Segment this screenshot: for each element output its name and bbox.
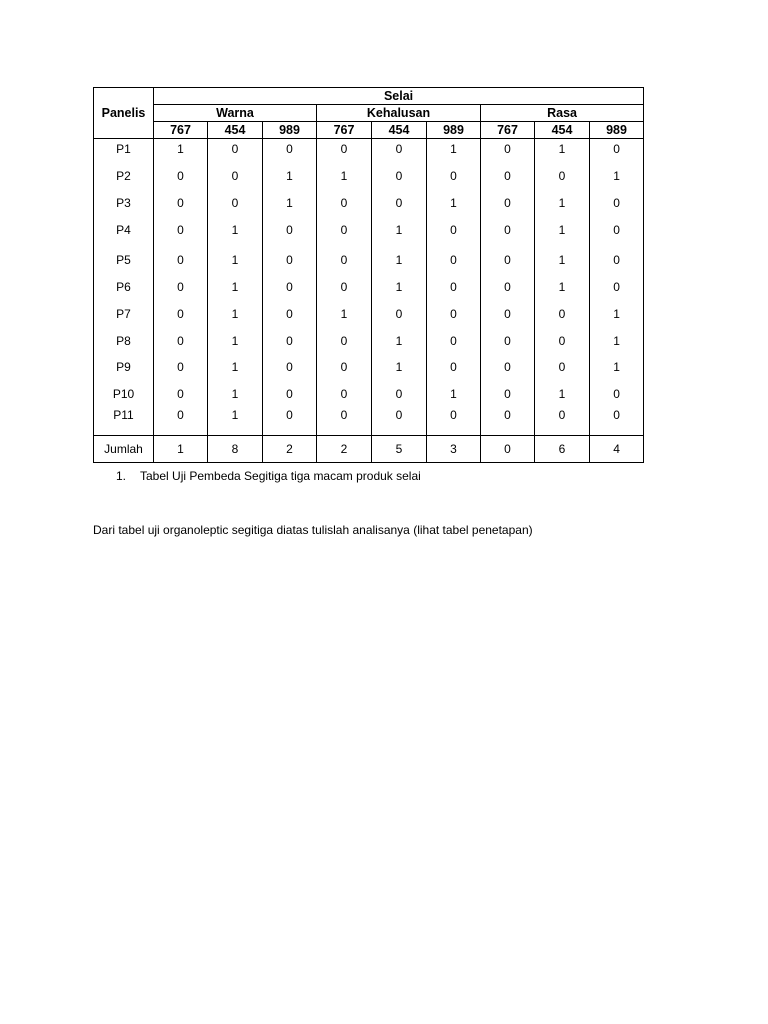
table-cell: 0	[427, 273, 481, 300]
table-cell: 0	[263, 380, 317, 407]
table-cell: 0	[481, 407, 535, 422]
panelist-label: P8	[94, 327, 154, 354]
table-cell: 0	[590, 246, 644, 273]
table-cell: 0	[208, 159, 263, 193]
total-cell: 8	[208, 436, 263, 463]
table-cell: 1	[427, 139, 481, 160]
table-cell: 0	[427, 327, 481, 354]
table-cell: 0	[263, 213, 317, 246]
table-caption	[116, 469, 421, 483]
table-row	[94, 300, 644, 327]
table-cell: 0	[590, 380, 644, 407]
table-cell: 0	[263, 407, 317, 422]
table-cell: 0	[590, 139, 644, 160]
table-cell: 0	[154, 354, 208, 380]
triangle-test-table	[93, 87, 644, 463]
table-cell: 1	[372, 213, 427, 246]
sample-code-header: 989	[263, 122, 317, 139]
total-label: Jumlah	[94, 436, 154, 463]
table-cell: 0	[481, 327, 535, 354]
table-cell: 0	[481, 159, 535, 193]
table-cell: 1	[317, 300, 372, 327]
total-cell: 2	[317, 436, 372, 463]
table-cell: 0	[427, 407, 481, 422]
table-cell: 1	[590, 354, 644, 380]
total-cell: 4	[590, 436, 644, 463]
table-cell: 0	[317, 273, 372, 300]
sample-code-header: 767	[154, 122, 208, 139]
table-cell: 0	[590, 213, 644, 246]
attribute-header-rasa: Rasa	[481, 105, 644, 122]
table-cell: 0	[372, 193, 427, 213]
total-row	[94, 436, 644, 463]
table-cell: 0	[317, 246, 372, 273]
spacer-cell	[590, 422, 644, 436]
total-cell: 6	[535, 436, 590, 463]
table-cell: 0	[317, 327, 372, 354]
table-cell: 1	[535, 139, 590, 160]
table-cell: 0	[481, 213, 535, 246]
spacer-cell	[317, 422, 372, 436]
table-cell: 1	[535, 273, 590, 300]
table-row	[94, 193, 644, 213]
attribute-header-kehalusan: Kehalusan	[317, 105, 481, 122]
table-cell: 1	[427, 380, 481, 407]
table-row	[94, 246, 644, 273]
table-cell: 0	[317, 380, 372, 407]
table-cell: 0	[535, 354, 590, 380]
table-row	[94, 380, 644, 407]
table-cell: 0	[427, 354, 481, 380]
table-cell: 1	[208, 246, 263, 273]
table-cell: 1	[590, 327, 644, 354]
panelist-label: P1	[94, 139, 154, 160]
sample-code-header: 454	[372, 122, 427, 139]
table-cell: 1	[535, 246, 590, 273]
sample-code-header: 989	[590, 122, 644, 139]
table-cell: 0	[535, 407, 590, 422]
panelist-label: P6	[94, 273, 154, 300]
spacer-cell	[481, 422, 535, 436]
table-cell: 0	[263, 354, 317, 380]
table-row	[94, 139, 644, 160]
table-cell: 1	[535, 193, 590, 213]
caption-text: Tabel Uji Pembeda Segitiga tiga macam produk selai	[140, 469, 421, 483]
table-cell: 0	[263, 273, 317, 300]
spacer-cell	[208, 422, 263, 436]
table-cell: 1	[208, 213, 263, 246]
table-cell: 0	[590, 273, 644, 300]
panelist-label: P7	[94, 300, 154, 327]
table-cell: 0	[208, 193, 263, 213]
table-cell: 1	[154, 139, 208, 160]
panelist-label: P5	[94, 246, 154, 273]
table-row	[94, 354, 644, 380]
table-cell: 0	[317, 213, 372, 246]
spacer-cell	[154, 422, 208, 436]
table-row	[94, 159, 644, 193]
table-cell: 1	[372, 273, 427, 300]
table-cell: 0	[154, 300, 208, 327]
table-cell: 0	[372, 380, 427, 407]
table-cell: 1	[372, 246, 427, 273]
sample-code-header: 454	[208, 122, 263, 139]
panelist-label: P3	[94, 193, 154, 213]
table-cell: 0	[372, 300, 427, 327]
panelist-label: P4	[94, 213, 154, 246]
table-cell: 0	[590, 407, 644, 422]
table-cell: 1	[208, 407, 263, 422]
sample-code-header: 454	[535, 122, 590, 139]
table-row	[94, 407, 644, 422]
sample-code-header: 989	[427, 122, 481, 139]
table-cell: 0	[263, 327, 317, 354]
table-cell: 0	[317, 354, 372, 380]
spacer-cell	[263, 422, 317, 436]
table-cell: 0	[317, 139, 372, 160]
panelis-header: Panelis	[94, 88, 154, 139]
table-cell: 0	[154, 407, 208, 422]
table-cell: 0	[372, 159, 427, 193]
table-cell: 0	[154, 246, 208, 273]
table-cell: 0	[263, 300, 317, 327]
total-cell: 2	[263, 436, 317, 463]
spacer-cell	[535, 422, 590, 436]
table-cell: 0	[481, 273, 535, 300]
caption-number: 1.	[116, 469, 127, 483]
table-cell: 0	[154, 193, 208, 213]
selai-header: Selai	[154, 88, 644, 105]
table-cell: 0	[481, 246, 535, 273]
attribute-header-warna: Warna	[154, 105, 317, 122]
table-row	[94, 327, 644, 354]
table-cell: 1	[208, 354, 263, 380]
table-cell: 0	[427, 159, 481, 193]
table-cell: 0	[535, 300, 590, 327]
table-row	[94, 213, 644, 246]
analysis-prompt: Dari tabel uji organoleptic segitiga diatas tulislah analisanya (lihat tabel penetapan)	[93, 523, 533, 537]
spacer-cell	[94, 422, 154, 436]
total-cell: 0	[481, 436, 535, 463]
table-cell: 0	[481, 300, 535, 327]
table-cell: 1	[590, 159, 644, 193]
panelist-label: P9	[94, 354, 154, 380]
sample-code-header: 767	[481, 122, 535, 139]
table-cell: 0	[154, 213, 208, 246]
table-cell: 0	[535, 327, 590, 354]
table-cell: 1	[372, 327, 427, 354]
total-cell: 1	[154, 436, 208, 463]
table-cell: 1	[208, 300, 263, 327]
table-cell: 0	[154, 380, 208, 407]
table-cell: 0	[481, 139, 535, 160]
table-cell: 0	[535, 159, 590, 193]
panelist-label: P11	[94, 407, 154, 422]
table-cell: 1	[590, 300, 644, 327]
table-cell: 0	[372, 139, 427, 160]
table-cell: 0	[154, 273, 208, 300]
spacer-cell	[372, 422, 427, 436]
spacer-row	[94, 422, 644, 436]
table-cell: 0	[427, 213, 481, 246]
panelist-label: P10	[94, 380, 154, 407]
table-cell: 0	[263, 246, 317, 273]
table-cell: 0	[372, 407, 427, 422]
panelist-label: P2	[94, 159, 154, 193]
table-cell: 1	[208, 273, 263, 300]
table-cell: 1	[372, 354, 427, 380]
table-cell: 1	[317, 159, 372, 193]
table-cell: 1	[263, 193, 317, 213]
spacer-cell	[427, 422, 481, 436]
table-cell: 0	[481, 193, 535, 213]
table-row	[94, 273, 644, 300]
table-cell: 0	[427, 246, 481, 273]
table-cell: 0	[481, 380, 535, 407]
table-cell: 1	[535, 380, 590, 407]
table-cell: 0	[154, 327, 208, 354]
table-cell: 1	[208, 327, 263, 354]
table-cell: 1	[535, 213, 590, 246]
table-cell: 0	[590, 193, 644, 213]
table-cell: 0	[317, 407, 372, 422]
table-cell: 0	[263, 139, 317, 160]
table-cell: 1	[208, 380, 263, 407]
table-cell: 0	[427, 300, 481, 327]
table-cell: 1	[427, 193, 481, 213]
sample-code-header: 767	[317, 122, 372, 139]
table-cell: 0	[208, 139, 263, 160]
total-cell: 5	[372, 436, 427, 463]
total-cell: 3	[427, 436, 481, 463]
table-cell: 0	[154, 159, 208, 193]
table-cell: 0	[317, 193, 372, 213]
table-cell: 0	[481, 354, 535, 380]
table-cell: 1	[263, 159, 317, 193]
